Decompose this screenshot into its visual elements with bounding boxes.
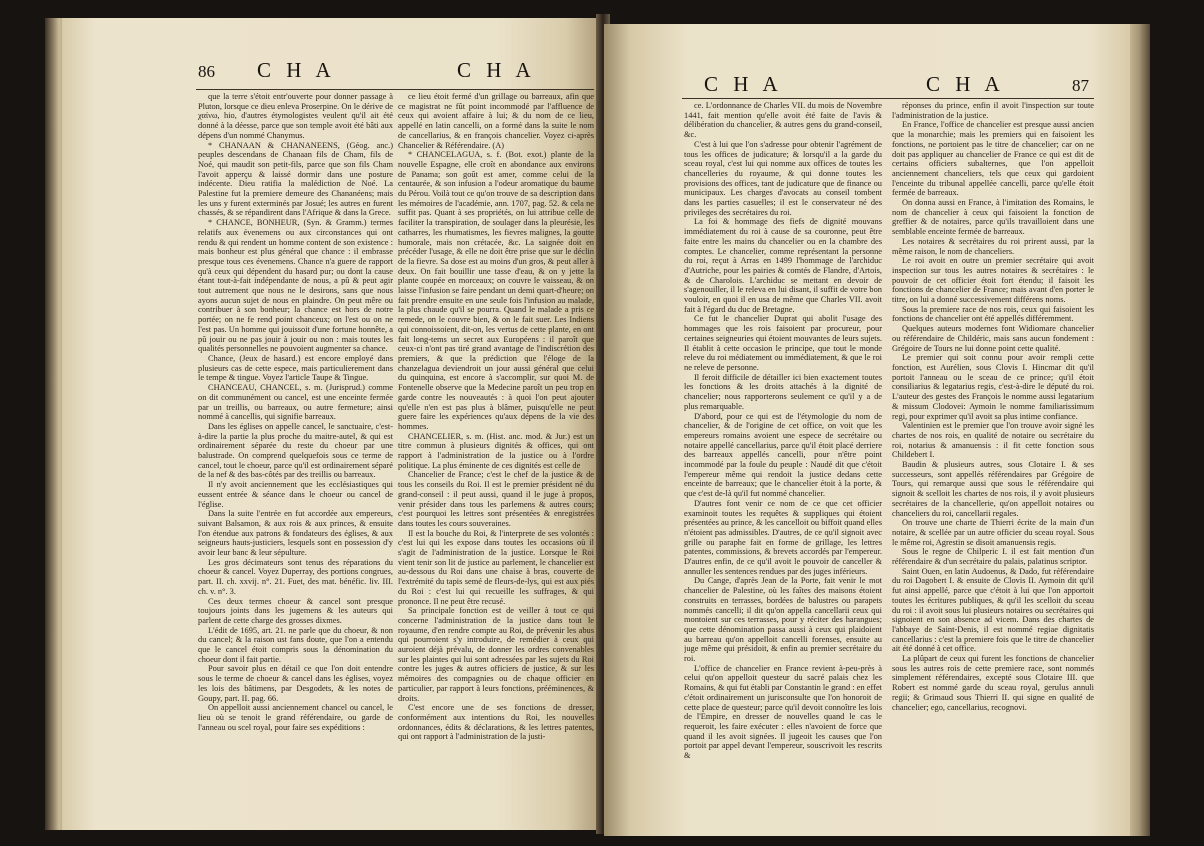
page-number-right: 87 [1072, 76, 1089, 95]
right-page [604, 24, 1130, 836]
right-page-edges [1128, 24, 1150, 836]
left-page-column-2: ce lieu étoit fermé d'un grillage ou barreaux, afin que ce magistrat ne fût point incommodé par l'affluence de ceux qui avoient affaire à lui; & du nom de ce lieu, appellé en latin cancelli, on a formé dans la suite le nom de cancellarius, & en françois chancelier. Voyez ci-après Chancelier & Référendaire. (A) * CHANCELAGUA, s. f. (Bot. exot.) plante de la nouvelle Espagne, elle croît en abondance aux environs de Panama; son goût est amer, comme celui de la centaurée, & son infusion a l'odeur aromatique du baume du Pérou. Voilà tout ce qu'on trouve de sa description dans les mémoires de l'académie, ann. 1707, pag. 52. & cela ne suffit pas. Quant à ses propriétés, on lui attribue celle de faciliter la transpiration, de soulager dans la pleurésie, les catharres, les rhumatismes, les fievres malignes, la goutte humorale, mais non crétacée, &c. La saignée doit en précéder l'usage, & elle ne doit être prise que sur le déclin de la fievre. Sa dose est au moins d'un gros, & peut aller à deux. On fait bouillir une tasse d'eau, & on y jette la plante coupée en morceaux; on couvre le vaisseau, & on laisse l'infusion se faire pendant un demi quart-d'heure; on fait prendre ensuite en une seule fois l'infusion au malade, la plus chaude qu'il se pourra. Quand le malade a pris ce remede, on le couvre bien, & on le fait suer. Les Indiens qui connoissoient, dit-on, les vertus de cette plante, en ont fait long-tems un secret aux Européens : il paroît que ceux-ci n'ont pas tiré grand avantage de l'indiscrétion des premiers, & que la prédiction que l'éloge de la chanzelagua deviendroit un jour aussi général que celui du quinquina, est encore à s'accomplir, sur quoi M. de Fontenelle observe que la Medecine paroît un peu trop en garde contre les nouveautés : à quoi l'on peut ajouter qu'elle n'en est pas plus à blâmer, puisqu'elle ne peut guere faire les expériences qu'aux dépens de la vie des hommes. CHANCELIER, s. m. (Hist. anc. mod. & Jur.) est un titre commun à plusieurs dignités & offices, qui ont rapport à l'administration de la justice ou à l'ordre politique. La plus éminente de ces dignités est celle de Chancelier de France; c'est le chef de la justice & de tous les conseils du Roi. Il est le premier président né du grand-conseil : il peut aussi, quand il le juge à propos, venir présider dans tous les parlemens & autres cours; c'est pourquoi les lettres sont présentées & enregistrées dans toutes les cours souveraines. Il est la bouche du Roi, & l'interprete de ses volontés : c'est lui qui les expose dans toutes les occasions où il s'agit de l'administration de la justice. Lorsque le Roi vient tenir son lit de justice au parlement, le chancelier est au-dessous du Roi dans une chaise à bras, couverte de l'extrémité du tapis semé de fleurs-de-lys, qui est aux piés du Roi : c'est lui qui recueille les suffrages, & qui prononce. Il ne peut être recusé. Sa principale fonction est de veiller à tout ce qui concerne l'administration de la justice dans tout le royaume, d'en rendre compte au Roi, de prévenir les abus qui pourroient s'y introduire, de remédier à ceux qui auroient déjà prévalu, de donner les ordres convenables sur les plaintes qui lui sont adressées par les sujets du Roi contre les juges & autres officiers de justice, & sur les mémoires des compagnies ou de chaque officier en particulier, par rapport à leurs fonctions, prééminences, & droits. C'est encore une de ses fonctions de dresser, conformément aux intentions du Roi, les nouvelles ordonnances, édits & déclarations, & les lettres patentes, qui ont rapport à l'administration de la justi- [398, 92, 594, 742]
page-number-left: 86 [198, 62, 215, 81]
left-page [62, 18, 604, 830]
header-rule-left [196, 89, 594, 90]
running-head-left-2: C H A [457, 58, 536, 82]
running-head-left-1: C H A [257, 58, 336, 82]
running-head-right-1: C H A [704, 72, 783, 96]
right-page-column-2: réponses du prince, enfin il avoit l'inspection sur toute l'administration de la justice. En France, l'office de chancelier est presque aussi ancien que la monarchie; mais les premiers qui en faisoient les fonctions, ne portoient pas le titre de chancelier; car on ne doit pas appliquer au chancelier de France ce qui est dit de certains officiers subalternes, que l'on appelloit anciennement chanceliers, tels que ceux qui gardoient l'enceinte du tribunal appellée cancelli, parce qu'elle étoit fermée de barreaux. On donna aussi en France, à l'imitation des Romains, le nom de chancelier à ceux qui faisoient la fonction de greffier & de notaires, parce qu'ils travailloient dans une semblable enceinte fermée de barreaux. Les notaires & secrétaires du roi prirent aussi, par la même raison, le nom de chanceliers. Le roi avoit en outre un premier secrétaire qui avoit inspection sur tous les autres notaires & secrétaires : le pouvoir de cet officier étoit fort étendu; il faisoit les fonctions de chancelier de France; mais avant d'en porter le titre, on lui a donné successivement différens noms. Sous la premiere race de nos rois, ceux qui faisoient les fonctions de chancelier ont été appellés différemment. Quelques auteurs modernes font Widiomare chancelier ou référendaire de Childéric, mais sans aucun fondement : Grégoire de Tours ne lui donne point cette qualité. Le premier qui soit connu pour avoir rempli cette fonction, est Aurélien, sous Clovis I. Hincmar dit qu'il portoit l'anneau ou le sceau de ce prince; qu'il étoit consiliarius & legatarius regis, c'est-à-dire le député du roi. L'auteur des gestes des François le nomme aussi legatarium & missum Clodovei: Aymoin le nomme familiarissimum regi, pour exprimer qu'il avoit sa plus intime confiance. Valentinien est le premier que l'on trouve avoir signé les chartes de nos rois, en qualité de notaire ou secrétaire du roi, notarius & amanuensis : il fit cette fonction sous Childebert I. Baudin & plusieurs autres, sous Clotaire I. & ses successeurs, sont appellés référendaires par Grégoire de Tours, qui remarque aussi que sous le référendaire qui signoit & scelloit les chartes de nos rois, il y avoit plusieurs secrétaires de la chancellerie, qu'on appelloit notaires ou chanceliers du roi, cancellarii regales. On trouve une charte de Thierri écrite de la main d'un notaire, & scellée par un autre officier du sceau royal. Sous le même roi, Agrestin se disoit amanuensis regis. Sous le regne de Chilperic I. il est fait mention d'un référendaire & d'un secrétaire du palais, palatinus scriptor. Saint Ouen, en latin Audoenus, & Dado, fut référendaire du roi Dagobert I. & ensuite de Clovis II. Aymoin dit qu'il fut ainsi appellé, parce que c'étoit à lui que l'on apportoit toutes les écritures publiques, & qu'il les scelloit du sceau du roi : il avoit sous lui plusieurs notaires ou secrétaires qui signoient en son absence ad vicem. Dans des chartes de l'abbaye de Saint-Denis, il est nommé regiae dignitatis cancellarius : c'est la premiere fois que le titre de chancelier ait été donné à cet office. La plûpart de ceux qui furent les fonctions de chancelier sous les autres rois de cette premiere race, sont nommés simplement référendaires, excepté sous Clotaire III. que Robert est nommé garde du sceau royal, gerulus annuli regii; & Grimaud sous Thierri II. qui signe en qualité de chancelier; ego, cancellarius, recognovi. [892, 101, 1094, 712]
running-head-right-2: C H A [926, 72, 1005, 96]
right-page-column-1: ce. L'ordonnance de Charles VII. du mois de Novembre 1441, fait mention qu'elle avoit été faite de l'avis & délibération du chancelier, & autres gens du grand-conseil, &c. C'est à lui que l'on s'adresse pour obtenir l'agrément de tous les offices de judicature; & lorsqu'il a la garde du sceau royal, c'est lui qui nomme aux offices de toutes les chancelleries du royaume, & qui donne toutes les provisions des offices, tant de judicature que de finance ou municipaux. Les charges d'avocats au conseil tombent dans les parties casuelles; il est le conservateur né des privileges des secrétaires du roi. La foi & hommage des fiefs de dignité mouvans immédiatement du roi à cause de sa couronne, peut être faite entre les mains du chancelier ou en la chambre des comptes. Le chancelier, comme représentant la personne du roi, reçut à Arras en 1499 l'hommage de l'archiduc d'Autriche, pour les pairies & comtés de Flandre, d'Artois, & de Charolois. L'archiduc se mettant en devoir de s'agenouiller, il le releva en lui disant, il suffit de votre bon vouloir, en quoi il en usa de même que Charles VII. avoit fait à l'égard du duc de Bretagne. Ce fut le chancelier Duprat qui abolit l'usage des hommages que les rois faisoient par procureur, pour certaines seigneuries qui étoient mouvantes de leurs sujets. Il établit à cette occasion le principe, que tout le monde releve du roi médiatement ou immédiatement, & que le roi ne releve de personne. Il feroit difficile de détailler ici bien exactement toutes les fonctions & les droits attachés à la dignité de chancelier; nous rapporterons seulement ce qu'il y a de plus remarquable. D'abord, pour ce qui est de l'étymologie du nom de chancelier, & de l'origine de cet office, on voit que les empereurs romains avoient une espece de secrétaire ou notaire appellé cancellarius, parce qu'il étoit placé derriere des barreaux appellés cancelli, pour n'être point incommodé par la foule du peuple : Naudé dit que c'étoit l'empereur même qui rendoit la justice dedans cette enceinte de barreaux; que le chancelier étoit à la porte, & que c'est de-là qu'il fut nommé chancelier. D'autres font venir ce nom de ce que cet officier examinoit toutes les requêtes & suppliques qui étoient présentées au prince, & les cancelloit ou biffoit quand elles n'étoient pas admissibles. D'autres, de ce qu'il signoit avec grille ou paraphe fait en forme de grillage, les lettres patentes, commissions, & brevets accordés par l'empereur. D'autres enfin, de ce qu'il avoit le pouvoir de canceller & annuller les sentences rendues par des juges inférieurs. Du Cange, d'après Jean de la Porte, fait venir le mot chancelier de Palestine, où les faîtes des maisons étoient construits en terrasses, bordées de balustres ou parapets nommés cancelli; il dit qu'on appella cancellarii ceux qui montoient sur ces terrasses, pour y réciter des harangues; que cette dénomination passa aussi à ceux qui plaidoient au barreau qu'on appelloit cancelli forenses, ensuite au juge même qui présidoit, & enfin au premier secrétaire du roi. L'office de chancelier en France revient à-peu-près à celui qu'on appelloit questeur du sacré palais chez les Romains, & qui fut établi par Constantin le grand : en effet c'étoit ordinairement un jurisconsulte que l'on honoroit de cette place de questeur; parce qu'il devoit connoître les lois de l'Empire, en dresser de nouvelles quand le cas le requeroit, les faire exécuter : elles n'avoient de force que quand il les avoit signées. Il jugeoit les causes que l'on portoit par appel devant l'empereur, souscrivoit les rescrits & [684, 101, 882, 761]
header-rule-right [682, 98, 1094, 99]
left-page-column-1: que la terre s'étoit entr'ouverte pour donner passage à Pluton, lorsque ce dieu enleva Proserpine. On le dérive de χαίνω, hio, d'autres étymologistes veulent qu'il ait été donné à la déesse, parce que son temple avoit été bâti aux dépens d'un nommé Chanymus. * CHANAAN & CHANANEENS, (Géog. anc.) peuples descendans de Chanaan fils de Cham, fils de Noé, qui maudit son petit-fils, parce que son fils Cham l'avoit apperçu & laissé dormir dans une posture indécente. Dieu ratifia la malédiction de Noé. La Palestine fut la premiere demeure des Chananéens; mais les uns y furent exterminés par Josué; les autres en furent chassés, & se répandirent dans l'Afrique & dans la Grece. * CHANCE, BONHEUR, (Syn. & Gramm.) termes relatifs aux évenemens ou aux circonstances qui ont rendu & qui rendent un homme content de son existence : mais bonheur est plus général que chance : il embrasse presque tous ces évenemens. Chance n'a guere de rapport qu'à ceux qui dépendent du hasard pur; ou dont la cause étant tout-à-fait indépendante de nous, a pû & peut agir tout autrement que nous ne le desirons, sans que nous ayons aucun sujet de nous en plaindre. On peut mêre ou contribuer à son bonheur; la chance est hors de notre portée; on ne fe rend point chanceux; on l'est ou on ne l'est pas. Un homme qui jouissoit d'une fortune honnête, a pû jouir ou ne pas jouir à jouir ou non : mais toutes les qualités personnelles ne pouvoient augmenter sa chance. Chance, (Jeux de hasard.) est encore employé dans plusieurs cas de cette espece, mais particulierement dans le tempe & tingue. Voyez l'article Taupe & Tingue. CHANCEAU, CHANCEL, s. m. (Jurisprud.) comme on dit communément ou cancel, est une enceinte fermée par un treillis, ou barreaux, ou autre fermeture; ainsi nommé à cancellis, qui signifie barreaux. Dans les églises on appelle cancel, le sanctuaire, c'est-à-dire la partie la plus proche du maitre-autel, & qui est ordinairement séparée du reste du choeur par une balustrade. On comprend quelquefois sous ce terme de cancel, tout le choeur, parce qu'il est ordinairement séparé de la nef & des bas-côtés par des treillis ou barreaux. Il n'y avoit anciennement que les ecclésiastiques qui eussent entrée & séance dans le choeur ou cancel de l'église. Dans la suite l'entrée en fut accordée aux empereurs, suivant Balsamon, & aux rois & aux princes, & ensuite l'on étendue aux patrons & fondateurs des églises, & aux seigneurs hauts-justiciers, lesquels sont en possession d'y avoir leur banc & leur sépulture. Les gros décimateurs sont tenus des réparations du choeur & cancel. Voyez Duperray, des portions congrues, part. II. ch. xxvij. n°. 21. Fuet, des mat. bénéfic. liv. III. ch. v. n°. 3. Ces deux termes choeur & cancel sont presque toujours joints dans les jugemens & les auteurs qui parlent de cette charge des grosses dixmes. L'édit de 1695, art. 21. ne parle que du choeur, & non du cancel; & la raison ust fans doute, que l'on a entendu que le cancel étoit compris sous la dénomination du choeur dont il fait partie. Pour savoir plus en détail ce que l'on doit entendre sous le terme de choeur & cancel dans les églises, voyez les lois des bâtimens, par Desgodets, & les notes de Goupy, part. II. pag. 66. On appelloit aussi anciennement chancel ou cancel, le lieu où se tenoit le grand référendaire, ou garde de l'anneau ou scel royal, pour faire ses expéditions : [198, 92, 393, 732]
